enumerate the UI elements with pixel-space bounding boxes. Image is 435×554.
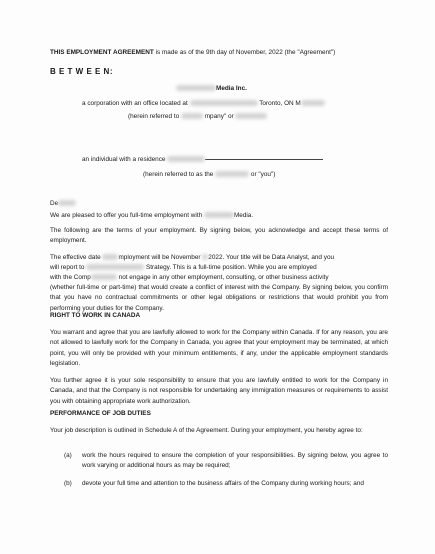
heading-performance: PERFORMANCE OF JOB DUTIES xyxy=(50,410,151,417)
redaction xyxy=(91,274,117,280)
terms-paragraph: The following are the terms of your employment. By signing below, you acknowledge and accept these terms of employment. xyxy=(50,227,388,245)
redaction xyxy=(204,212,234,218)
redaction xyxy=(215,171,249,177)
offer-end: Media. xyxy=(233,212,254,219)
address-prefix: a corporation with an office located at xyxy=(82,100,188,107)
eff-text: 2022. Your title will be Data Analyst, and you xyxy=(208,254,335,261)
warrant-paragraph: You warrant and agree that you are lawfully allowed to work for the Company within Canada. If for any reason, you are not allowed to lawfully work for the Company in Canada, you agree that your employment may be terminated, at which point, you will only be provided with your minimum entitlements, if any, under the applicable employment standards legislation. xyxy=(50,329,388,367)
eff-text: not engage in any other employment, consulting, or other business activity xyxy=(118,274,329,281)
company-referred-mid: mpany" or xyxy=(204,113,234,120)
list-marker: (b) xyxy=(64,480,72,487)
redaction xyxy=(301,100,325,106)
eff-text: with the Comp xyxy=(50,274,91,281)
effective-line-2 xyxy=(50,263,388,273)
individual-referred xyxy=(143,170,275,180)
effective-paragraph xyxy=(50,253,388,314)
jobdesc-paragraph: Your job description is outlined in Schedule A of the Agreement. During your employment, you hereby agree to: xyxy=(50,427,363,434)
redaction xyxy=(86,264,144,270)
salutation-text: De xyxy=(50,200,59,207)
agreement-intro-text: is made as of the 9th day of November, 2022 (the "Agreement") xyxy=(153,49,336,56)
company-address xyxy=(82,99,325,109)
eff-text: Strategy. This is a full-time position. While you are employed xyxy=(146,264,317,271)
list-item: devote your full time and attention to the business affairs of the Company during working hours; and xyxy=(82,480,364,487)
company-referred-prefix: (herein referred to xyxy=(128,113,180,120)
redaction xyxy=(181,113,203,119)
effective-rest: (whether full-time or part-time) that would create a conflict of interest with the Company. By signing below, you confirm that you have no contractual commitments or other legal obligations or restrictions that would prohibit you from performing your duties for the Company. xyxy=(50,284,388,312)
redaction xyxy=(58,200,76,206)
company-name xyxy=(176,84,247,94)
list-marker: (a) xyxy=(64,452,72,459)
eff-text: The effective date xyxy=(50,254,101,261)
redaction xyxy=(235,113,267,119)
offer-start: We are pleased to offer you full-time employment with xyxy=(50,212,203,219)
company-referred xyxy=(128,112,267,122)
eff-text: mployment will be November xyxy=(118,254,201,261)
further-paragraph: You further agree it is your sole responsibility to ensure that you are lawfully entitled to work for the Company in Canada, and that the Company is not responsible for undertaking any immigration measures or requirements to assist you with obtaining appropriate work authorization. xyxy=(50,377,388,405)
between-heading: B E T W E E N: xyxy=(50,67,113,76)
list-item: work the hours required to ensure the completion of your responsibilities. By signing below, you agree to work varying or additional hours as may be required; xyxy=(82,452,388,470)
redaction xyxy=(176,85,216,91)
individual-referred-prefix: (herein referred to as the xyxy=(143,171,214,178)
eff-text: will report to xyxy=(50,264,85,271)
salutation xyxy=(50,199,76,209)
redaction xyxy=(190,100,258,106)
offer-line xyxy=(50,211,253,221)
redaction xyxy=(167,156,205,162)
heading-right-to-work: RIGHT TO WORK IN CANADA xyxy=(50,312,141,319)
residence-blank-line xyxy=(205,159,323,160)
address-city: Toronto, ON M xyxy=(259,100,301,107)
company-name-visible: Media Inc. xyxy=(216,85,247,92)
agreement-intro xyxy=(50,48,335,58)
agreement-title: THIS EMPLOYMENT AGREEMENT xyxy=(50,49,154,56)
effective-line-1 xyxy=(50,253,388,263)
effective-line-3 xyxy=(50,273,388,283)
redaction xyxy=(102,254,118,260)
individual-referred-suffix: or "you") xyxy=(250,171,276,178)
individual-residence xyxy=(82,155,323,165)
residence-prefix: an individual with a residence xyxy=(82,156,166,163)
